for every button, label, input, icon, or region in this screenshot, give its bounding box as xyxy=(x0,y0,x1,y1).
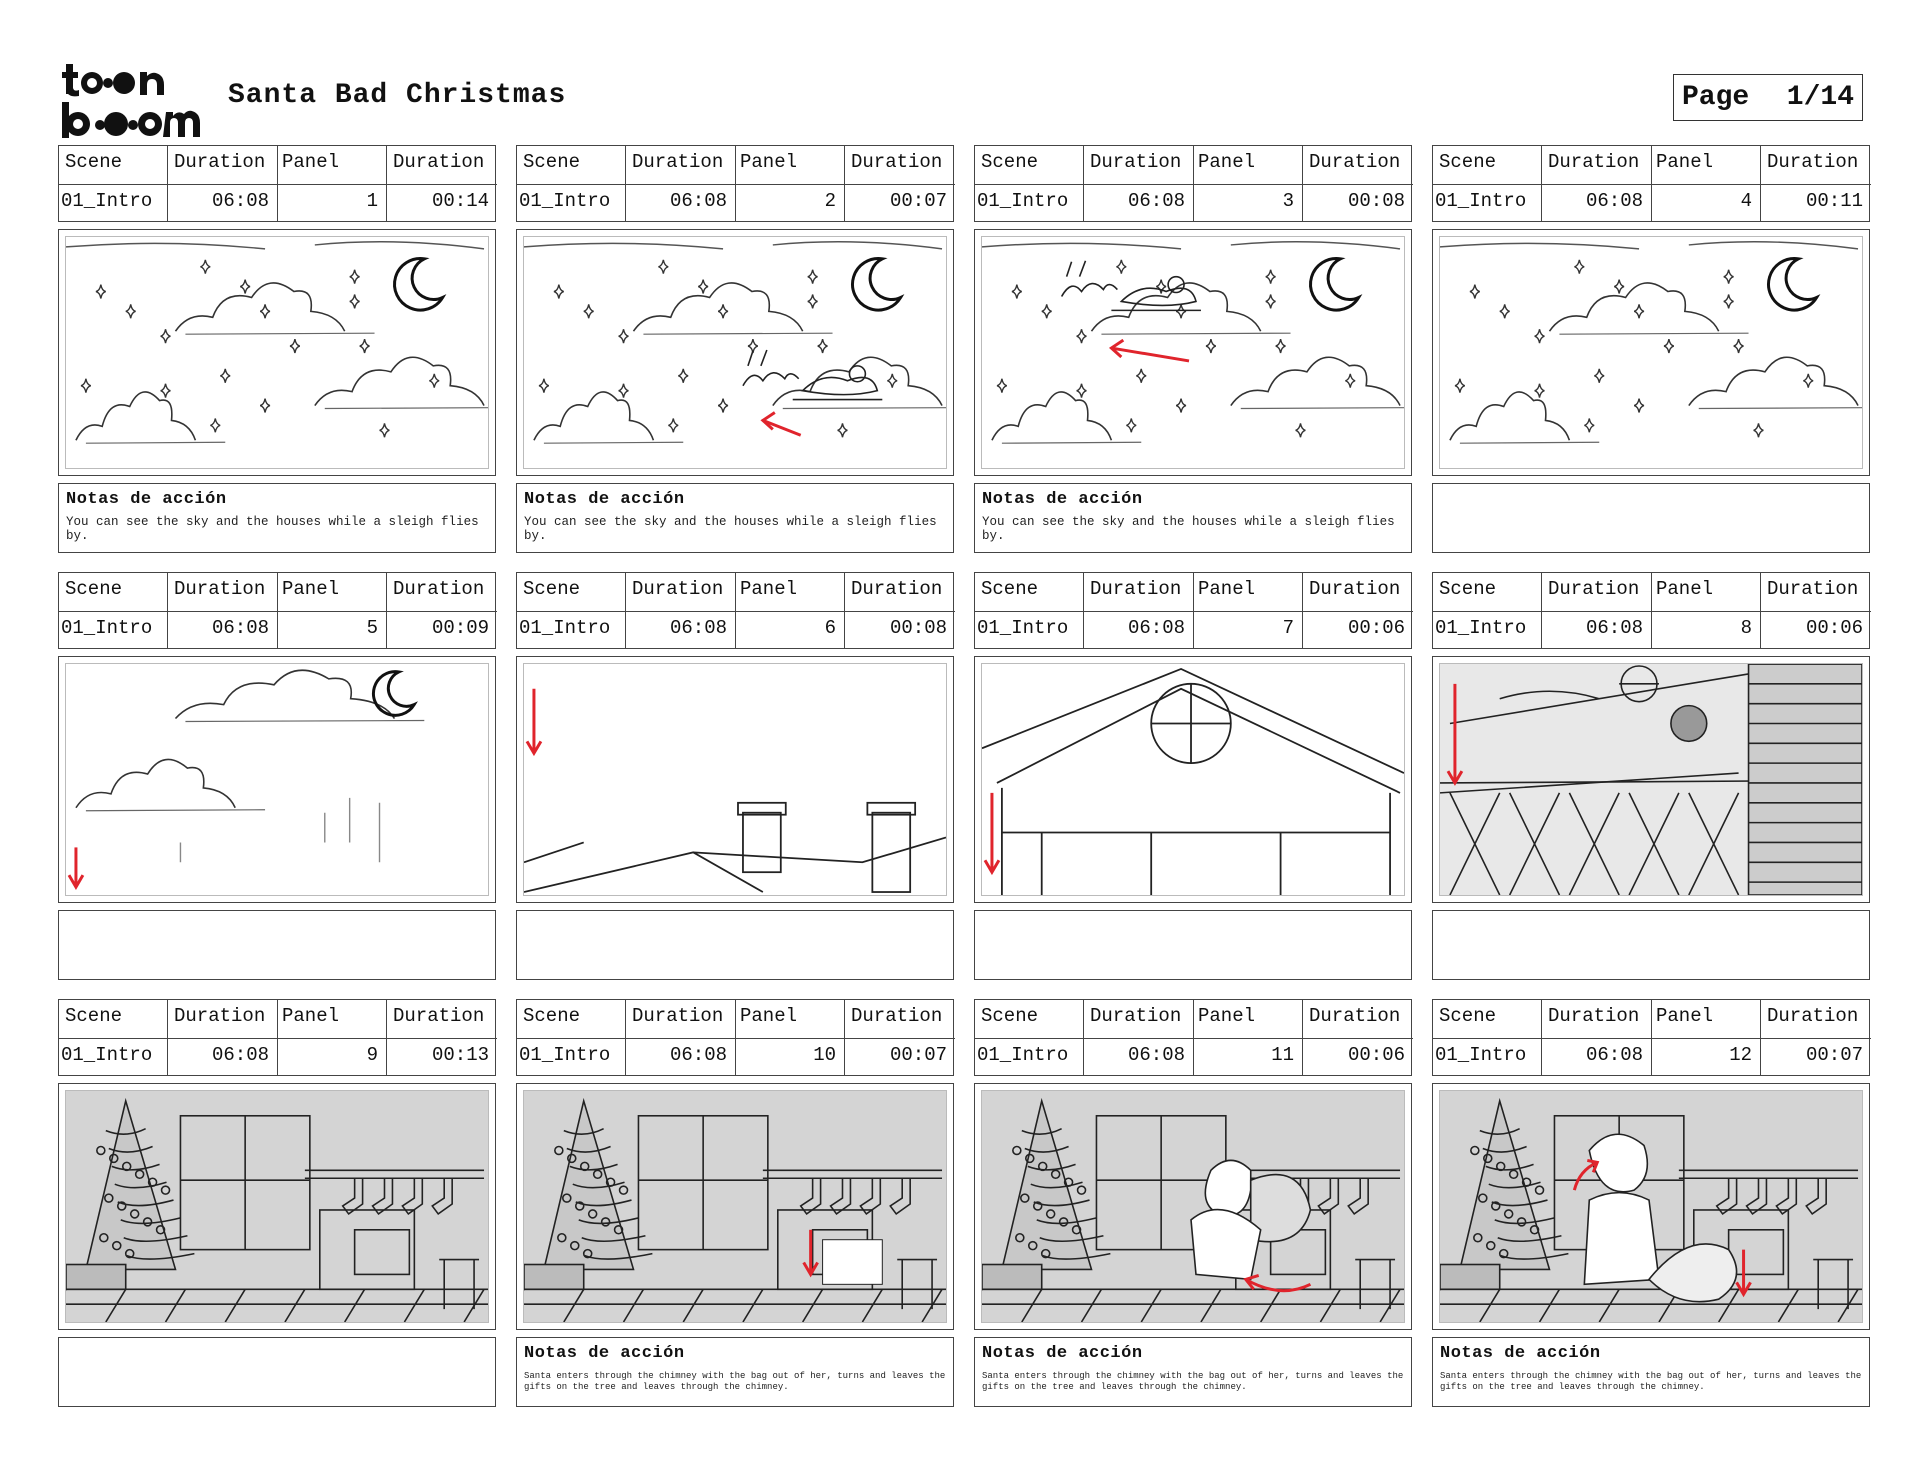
action-notes-text: Santa enters through the chimney with the bag out of her, turns and leaves the gifts on the tree and leaves through the chimney. xyxy=(1440,1371,1862,1392)
panel-number: 1 xyxy=(278,184,387,222)
storyboard-panel[interactable] xyxy=(58,572,496,980)
scene-duration-header: Duration xyxy=(1084,573,1194,611)
action-notes[interactable] xyxy=(58,1337,496,1407)
scene-duration: 06:08 xyxy=(1084,1038,1194,1076)
panel-frame[interactable] xyxy=(516,1083,954,1330)
scene-duration: 06:08 xyxy=(168,1038,278,1076)
panel-frame[interactable] xyxy=(516,229,954,476)
panel-duration-header: Duration xyxy=(1309,151,1401,173)
panel-drawing xyxy=(1439,663,1863,896)
panel-metadata xyxy=(974,999,1412,1076)
action-notes[interactable] xyxy=(1432,1337,1870,1407)
panel-drawing xyxy=(65,236,489,469)
panel-number: 8 xyxy=(1652,611,1761,649)
scene-header: Scene xyxy=(1433,1000,1542,1038)
action-notes[interactable] xyxy=(1432,910,1870,980)
action-notes-title: Notas de acción xyxy=(982,490,1143,509)
panel-metadata xyxy=(974,145,1412,222)
scene-duration: 06:08 xyxy=(626,1038,736,1076)
scene-header: Scene xyxy=(59,1000,168,1038)
scene-duration-header: Duration xyxy=(1542,146,1652,184)
scene-name: 01_Intro xyxy=(1433,1038,1542,1076)
panel-metadata xyxy=(1432,145,1870,222)
panel-duration: 00:06 xyxy=(1303,1038,1413,1076)
scene-duration: 06:08 xyxy=(1084,184,1194,222)
storyboard-panel[interactable] xyxy=(516,999,954,1407)
panel-frame[interactable] xyxy=(58,229,496,476)
panel-header: Panel xyxy=(736,1000,845,1038)
scene-duration: 06:08 xyxy=(168,611,278,649)
scene-duration: 06:08 xyxy=(626,184,736,222)
panel-duration-header: Duration xyxy=(851,578,943,600)
action-notes[interactable] xyxy=(974,910,1412,980)
scene-name: 01_Intro xyxy=(1433,611,1542,649)
panel-drawing xyxy=(981,1090,1405,1323)
panel-duration-header: Duration xyxy=(1309,1005,1401,1027)
scene-duration-header: Duration xyxy=(168,573,278,611)
panel-number: 5 xyxy=(278,611,387,649)
action-notes-title: Notas de acción xyxy=(66,490,227,509)
action-notes[interactable] xyxy=(516,1337,954,1407)
scene-header: Scene xyxy=(1433,146,1542,184)
panel-number: 2 xyxy=(736,184,845,222)
panel-number: 3 xyxy=(1194,184,1303,222)
panel-duration: 00:11 xyxy=(1761,184,1871,222)
storyboard-panel[interactable] xyxy=(1432,145,1870,553)
panel-metadata xyxy=(516,572,954,649)
action-notes-title: Notas de acción xyxy=(1440,1344,1601,1363)
panel-header: Panel xyxy=(736,573,845,611)
panel-duration: 00:07 xyxy=(845,1038,955,1076)
panel-drawing xyxy=(523,1090,947,1323)
scene-header: Scene xyxy=(517,573,626,611)
panel-header: Panel xyxy=(1194,146,1303,184)
panel-header: Panel xyxy=(1652,1000,1761,1038)
action-notes-title: Notas de acción xyxy=(524,1344,685,1363)
panel-duration-header: Duration xyxy=(851,1005,943,1027)
scene-header: Scene xyxy=(1433,573,1542,611)
action-notes-text: Santa enters through the chimney with the bag out of her, turns and leaves the gifts on the tree and leaves through the chimney. xyxy=(524,1371,946,1392)
panel-number: 10 xyxy=(736,1038,845,1076)
scene-name: 01_Intro xyxy=(975,1038,1084,1076)
action-notes-title: Notas de acción xyxy=(982,1344,1143,1363)
panel-duration-header: Duration xyxy=(393,151,485,173)
panel-drawing xyxy=(65,1090,489,1323)
scene-duration-header: Duration xyxy=(1542,1000,1652,1038)
panel-frame[interactable] xyxy=(1432,656,1870,903)
panel-header: Panel xyxy=(736,146,845,184)
scene-header: Scene xyxy=(975,1000,1084,1038)
panel-frame[interactable] xyxy=(1432,229,1870,476)
document-title: Santa Bad Christmas xyxy=(228,80,567,111)
panel-header: Panel xyxy=(278,1000,387,1038)
storyboard-panel[interactable] xyxy=(974,145,1412,553)
panel-metadata xyxy=(1432,999,1870,1076)
panel-number: 7 xyxy=(1194,611,1303,649)
scene-name: 01_Intro xyxy=(975,184,1084,222)
scene-duration-header: Duration xyxy=(1542,573,1652,611)
action-notes[interactable] xyxy=(974,1337,1412,1407)
panel-frame[interactable] xyxy=(58,1083,496,1330)
panel-metadata xyxy=(58,145,496,222)
storyboard-panel[interactable] xyxy=(516,145,954,553)
scene-duration: 06:08 xyxy=(626,611,736,649)
panel-duration: 00:07 xyxy=(1761,1038,1871,1076)
panel-frame[interactable] xyxy=(516,656,954,903)
panel-drawing xyxy=(981,663,1405,896)
scene-duration: 06:08 xyxy=(1542,611,1652,649)
storyboard-panel[interactable] xyxy=(58,145,496,553)
panel-drawing xyxy=(981,236,1405,469)
panel-metadata xyxy=(58,999,496,1076)
panel-header: Panel xyxy=(1652,146,1761,184)
panel-duration: 00:09 xyxy=(387,611,497,649)
panel-duration-header: Duration xyxy=(393,578,485,600)
panel-duration: 00:06 xyxy=(1761,611,1871,649)
scene-duration-header: Duration xyxy=(626,573,736,611)
panel-metadata xyxy=(516,999,954,1076)
panel-duration: 00:08 xyxy=(1303,184,1413,222)
panel-drawing xyxy=(1439,236,1863,469)
panel-drawing xyxy=(523,236,947,469)
storyboard-panel[interactable] xyxy=(974,999,1412,1407)
panel-duration: 00:06 xyxy=(1303,611,1413,649)
scene-name: 01_Intro xyxy=(59,611,168,649)
scene-header: Scene xyxy=(517,1000,626,1038)
storyboard-panel[interactable] xyxy=(516,572,954,980)
scene-duration: 06:08 xyxy=(168,184,278,222)
action-notes-title: Notas de acción xyxy=(524,490,685,509)
storyboard-panel[interactable] xyxy=(1432,999,1870,1407)
action-notes-text: You can see the sky and the houses while a sleigh flies by. xyxy=(982,515,1395,543)
panel-frame[interactable] xyxy=(58,656,496,903)
scene-duration: 06:08 xyxy=(1542,184,1652,222)
panel-duration-header: Duration xyxy=(1767,578,1859,600)
panel-metadata xyxy=(516,145,954,222)
panel-frame[interactable] xyxy=(974,656,1412,903)
panel-duration-header: Duration xyxy=(1767,1005,1859,1027)
scene-duration-header: Duration xyxy=(168,1000,278,1038)
panel-header: Panel xyxy=(1194,573,1303,611)
panel-metadata xyxy=(1432,572,1870,649)
scene-duration-header: Duration xyxy=(1084,146,1194,184)
panel-metadata xyxy=(58,572,496,649)
panel-frame[interactable] xyxy=(974,1083,1412,1330)
panel-header: Panel xyxy=(1194,1000,1303,1038)
scene-name: 01_Intro xyxy=(59,184,168,222)
action-notes[interactable] xyxy=(58,910,496,980)
panel-number: 4 xyxy=(1652,184,1761,222)
panel-duration-header: Duration xyxy=(393,1005,485,1027)
panel-frame[interactable] xyxy=(974,229,1412,476)
scene-name: 01_Intro xyxy=(1433,184,1542,222)
panel-drawing xyxy=(1439,1090,1863,1323)
scene-header: Scene xyxy=(975,146,1084,184)
page-indicator xyxy=(1673,74,1863,121)
panel-header: Panel xyxy=(1652,573,1761,611)
action-notes-text: You can see the sky and the houses while a sleigh flies by. xyxy=(524,515,937,543)
scene-name: 01_Intro xyxy=(517,1038,626,1076)
panel-duration-header: Duration xyxy=(851,151,943,173)
action-notes-text: You can see the sky and the houses while a sleigh flies by. xyxy=(66,515,479,543)
scene-name: 01_Intro xyxy=(517,611,626,649)
panel-header: Panel xyxy=(278,146,387,184)
action-notes[interactable] xyxy=(516,910,954,980)
action-notes[interactable] xyxy=(1432,483,1870,553)
panel-duration: 00:08 xyxy=(845,611,955,649)
scene-name: 01_Intro xyxy=(517,184,626,222)
scene-header: Scene xyxy=(517,146,626,184)
panel-duration: 00:07 xyxy=(845,184,955,222)
scene-duration: 06:08 xyxy=(1542,1038,1652,1076)
action-notes[interactable] xyxy=(974,483,1412,553)
scene-header: Scene xyxy=(59,573,168,611)
action-notes[interactable] xyxy=(58,483,496,553)
scene-name: 01_Intro xyxy=(975,611,1084,649)
storyboard-panel[interactable] xyxy=(974,572,1412,980)
scene-duration-header: Duration xyxy=(168,146,278,184)
panel-frame[interactable] xyxy=(1432,1083,1870,1330)
scene-header: Scene xyxy=(59,146,168,184)
storyboard-panel[interactable] xyxy=(1432,572,1870,980)
page-number: 1/14 xyxy=(1786,82,1854,113)
scene-duration-header: Duration xyxy=(1084,1000,1194,1038)
scene-header: Scene xyxy=(975,573,1084,611)
page-label: Page xyxy=(1682,82,1750,113)
action-notes[interactable] xyxy=(516,483,954,553)
action-notes-text: Santa enters through the chimney with the bag out of her, turns and leaves the gifts on the tree and leaves through the chimney. xyxy=(982,1371,1404,1392)
panel-number: 6 xyxy=(736,611,845,649)
panel-header: Panel xyxy=(278,573,387,611)
storyboard-panel[interactable] xyxy=(58,999,496,1407)
panel-number: 9 xyxy=(278,1038,387,1076)
panel-number: 11 xyxy=(1194,1038,1303,1076)
scene-duration-header: Duration xyxy=(626,1000,736,1038)
scene-duration: 06:08 xyxy=(1084,611,1194,649)
panel-drawing xyxy=(65,663,489,896)
scene-duration-header: Duration xyxy=(626,146,736,184)
scene-name: 01_Intro xyxy=(59,1038,168,1076)
panel-duration-header: Duration xyxy=(1767,151,1859,173)
panel-drawing xyxy=(523,663,947,896)
panel-number: 12 xyxy=(1652,1038,1761,1076)
panel-duration-header: Duration xyxy=(1309,578,1401,600)
toonboom-logo xyxy=(62,62,202,140)
panel-duration: 00:14 xyxy=(387,184,497,222)
panel-metadata xyxy=(974,572,1412,649)
panel-duration: 00:13 xyxy=(387,1038,497,1076)
